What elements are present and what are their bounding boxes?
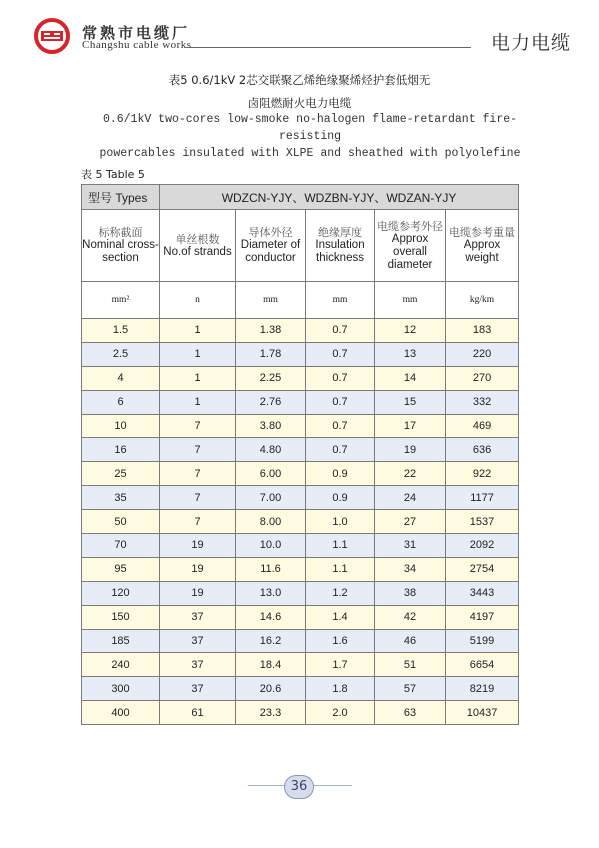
table-cell: 19 [160,557,236,581]
table-cell: 7 [160,510,236,534]
table-row [82,414,519,438]
table-cell: 7 [160,414,236,438]
column-header-cn: 电缆参考重量 [449,226,516,239]
column-header-cn: 电缆参考外径 [377,219,443,233]
table-cell: 35 [82,486,160,510]
table-cell: 636 [446,438,519,462]
table-cell: 5199 [446,629,519,653]
column-header [375,210,446,282]
table-cell: 1 [160,390,236,414]
table-cell: 46 [375,629,446,653]
table-cell: 24 [375,486,446,510]
column-header-en: Approx overall diameter [387,232,433,271]
table-cell: 2.0 [306,701,375,725]
table-row [82,462,519,486]
table-row [82,342,519,366]
table-cell: 183 [446,319,519,343]
table-cell: 17 [375,414,446,438]
table-cell: 14.6 [236,605,306,629]
column-header [82,210,160,282]
table-cell: 1.8 [306,677,375,701]
column-unit: n [160,282,236,319]
table-cell: 1.5 [82,319,160,343]
table-cell: 1.38 [236,319,306,343]
unit-row [82,282,519,319]
table-row [82,534,519,558]
table-row [82,510,519,534]
table-cell: 3.80 [236,414,306,438]
column-header [446,210,519,282]
table-cell: 63 [375,701,446,725]
table-cell: 120 [82,581,160,605]
table-body [82,319,519,725]
table-cell: 13.0 [236,581,306,605]
table-cell: 0.9 [306,462,375,486]
table-cell: 34 [375,557,446,581]
table-cell: 300 [82,677,160,701]
table-cell: 7 [160,486,236,510]
table-cell: 0.7 [306,366,375,390]
table-cell: 2.5 [82,342,160,366]
table-cell: 37 [160,653,236,677]
column-header-en: Diameter of conductor [240,239,301,264]
column-header-cn: 绝缘厚度 [318,226,362,239]
company-logo-icon [34,18,70,54]
page-header [0,0,599,60]
table-cell: 220 [446,342,519,366]
table-cell: 1.4 [306,605,375,629]
cable-spec-table [81,184,519,725]
page-footer [0,774,599,798]
table-cell: 1.78 [236,342,306,366]
brand-name-en: Changshu cable works [82,39,192,51]
table-cell: 20.6 [236,677,306,701]
table-cell: 0.7 [306,319,375,343]
table-cell: 3443 [446,581,519,605]
table-cell: 1.1 [306,557,375,581]
column-header [236,210,306,282]
table-cell: 15 [375,390,446,414]
table-cell: 0.7 [306,390,375,414]
table-cell: 7 [160,462,236,486]
table-cell: 14 [375,366,446,390]
table-row [82,677,519,701]
table-cell: 0.7 [306,438,375,462]
table-cell: 95 [82,557,160,581]
types-value: WDZCN-YJY、WDZBN-YJY、WDZAN-YJY [160,185,519,210]
column-header [160,210,236,282]
table-cell: 1.2 [306,581,375,605]
table-cell: 1 [160,319,236,343]
title-cn-line1: 表5 0.6/1kV 2芯交联聚乙烯绝缘聚烯烃护套低烟无 [168,73,431,87]
table-cell: 18.4 [236,653,306,677]
table-cell: 2.76 [236,390,306,414]
table-cell: 19 [160,581,236,605]
table-cell: 0.7 [306,342,375,366]
table-cell: 150 [82,605,160,629]
table-cell: 270 [446,366,519,390]
table-cell: 1.0 [306,510,375,534]
column-unit: mm² [82,282,160,319]
table-cell: 922 [446,462,519,486]
table-row [82,653,519,677]
table-cell: 7.00 [236,486,306,510]
table-cell: 1.6 [306,629,375,653]
table-cell: 6 [82,390,160,414]
column-header-en: Nominal cross-section [82,239,159,264]
types-row [82,185,519,210]
table-cell: 0.7 [306,414,375,438]
table-row [82,486,519,510]
table-cell: 6.00 [236,462,306,486]
table-cell: 4197 [446,605,519,629]
column-unit: mm [375,282,446,319]
column-header-en: Approx weight [463,239,501,264]
column-unit: mm [306,282,375,319]
table-cell: 19 [375,438,446,462]
title-en-line1: 0.6/1kV two-cores low-smoke no-halogen flame-retardant fire-resisting [102,113,518,143]
table-cell: 16 [82,438,160,462]
table-cell: 1 [160,342,236,366]
table-cell: 11.6 [236,557,306,581]
table-cell: 8.00 [236,510,306,534]
column-unit: mm [236,282,306,319]
table-cell: 16.2 [236,629,306,653]
table-cell: 37 [160,605,236,629]
table-cell: 22 [375,462,446,486]
table-cell: 1.1 [306,534,375,558]
table-cell: 0.9 [306,486,375,510]
column-unit: kg/km [446,282,519,319]
table-cell: 185 [82,629,160,653]
table-row [82,605,519,629]
column-header [306,210,375,282]
column-header-cn: 标称截面 [98,226,143,239]
table-cell: 1.7 [306,653,375,677]
brand-name-cn: 常熟市电缆厂 [82,24,191,42]
table-cell: 10437 [446,701,519,725]
table-row [82,701,519,725]
table-cell: 2754 [446,557,519,581]
table-cell: 42 [375,605,446,629]
table-cell: 61 [160,701,236,725]
table-cell: 400 [82,701,160,725]
table-cell: 12 [375,319,446,343]
table-cell: 25 [82,462,160,486]
column-header-en: No.of strands [163,245,232,258]
table-cell: 332 [446,390,519,414]
table-row [82,629,519,653]
table-cell: 10.0 [236,534,306,558]
table-cell: 1 [160,366,236,390]
table-cell: 57 [375,677,446,701]
table-row [82,557,519,581]
table-label: 表 5 Table 5 [81,168,145,181]
section-title: 电力电缆 [490,32,571,54]
column-header-cn: 单丝根数 [175,232,220,246]
table-cell: 4 [82,366,160,390]
title-cn-line2: 卤阻燃耐火电力电缆 [247,96,352,110]
table-row [82,390,519,414]
table-cell: 240 [82,653,160,677]
table-cell: 50 [82,510,160,534]
table-cell: 7 [160,438,236,462]
table-cell: 6654 [446,653,519,677]
table-cell: 31 [375,534,446,558]
table-cell: 37 [160,677,236,701]
column-header-en: Insulation thickness [315,239,365,264]
table-cell: 13 [375,342,446,366]
table-cell: 19 [160,534,236,558]
table-row [82,438,519,462]
table-cell: 4.80 [236,438,306,462]
table-cell: 37 [160,629,236,653]
table-row [82,366,519,390]
table-cell: 2.25 [236,366,306,390]
table-cell: 2092 [446,534,519,558]
table-cell: 51 [375,653,446,677]
table-cell: 469 [446,414,519,438]
table-cell: 70 [82,534,160,558]
table-cell: 27 [375,510,446,534]
title-en [80,111,540,162]
header-divider [186,47,471,48]
types-label: 型号 Types [82,185,160,210]
table-cell: 38 [375,581,446,605]
table-cell: 1177 [446,486,519,510]
title-en-line2: powercables insulated with XLPE and sheathed with polyolefine [99,147,521,160]
page-number: 36 [284,775,314,799]
table-cell: 1537 [446,510,519,534]
table-cell: 10 [82,414,160,438]
table-row [82,319,519,343]
column-header-cn: 导体外径 [248,226,293,239]
table-cell: 23.3 [236,701,306,725]
table-cell: 8219 [446,677,519,701]
column-header-row [82,210,519,282]
table-row [82,581,519,605]
